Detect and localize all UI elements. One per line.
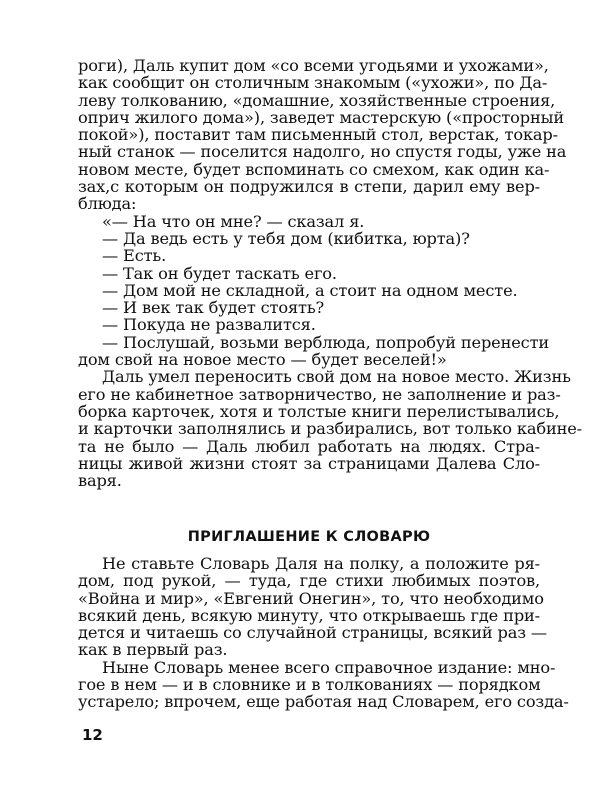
text-line: леву толкованию, «домашние, хозяйственные строения, (78, 90, 556, 110)
text-line: та не было — Даль любил работать на людях. Стра- (78, 436, 540, 456)
text-line: борка карточек, хотя и толстые книги перелистывались, (78, 401, 560, 421)
text-line: «Война и мир», «Евгений Онегин», то, что необходимо (78, 588, 544, 608)
text-line: новом месте, будет вспоминать со смехом, как один ка- (78, 159, 550, 179)
dialog-line: — Покуда не развалится. (102, 315, 316, 335)
section-heading: ПРИГЛАШЕНИЕ К СЛОВАРЮ (187, 529, 431, 545)
dialog-line: — Есть. (102, 246, 167, 266)
dialog-line: — Дом мой не складной, а стоит на одном месте. (102, 280, 518, 300)
text-line: устарело; впрочем, еще работая над Словарем, его созда- (78, 692, 569, 712)
text-line: покой»), поставит там письменный стол, верстак, токар- (78, 125, 558, 145)
dialog-line: дом свой на новое место — будет веселей!» (78, 350, 447, 370)
text-line: варя. (78, 471, 122, 491)
text-line: Не ставьте Словарь Даля на полку, а положите ря- (102, 554, 540, 573)
text-line: дом, под рукой, — туда, где стихи любимых поэтов, (78, 571, 540, 591)
text-line: оприч жилого дома»), заведет мастерскую («просторный (78, 107, 564, 127)
text-line: всякий день, всякую минуту, что открываешь где при- (78, 605, 540, 625)
dialog-line: — И век так будет стоять? (102, 298, 325, 318)
text-line: Ныне Словарь менее всего справочное издание: мно- (102, 657, 556, 677)
text-line: и карточки заполнялись и разбирались, вот только кабине- (78, 419, 582, 439)
text-line: ницы живой жизни стоят за страницами Далева Сло- (78, 453, 540, 473)
text-line: зах,с которым он подружился в степи, дарил ему вер- (78, 177, 540, 197)
text-line: блюда: (78, 194, 137, 214)
text-line: роги), Даль купит дом «со всеми угодьями и ухожами», (78, 56, 549, 75)
page-number: 12 (82, 726, 103, 744)
dialog-line: — Так он будет таскать его. (102, 263, 337, 283)
text-line: дется и читаешь со случайной страницы, всякий раз — (78, 623, 547, 643)
text-line: как сообщит он столичным знакомым («ухожи», по Да- (78, 73, 548, 93)
dialog-line: — Да ведь есть у тебя дом (кибитка, юрта)? (102, 228, 470, 248)
text-line: его не кабинетное затворничество, не заполнение и раз- (78, 384, 561, 404)
section-text (78, 554, 569, 712)
main-text (78, 56, 582, 491)
dialog-line: — Послушай, возьми верблюда, попробуй перенести (102, 332, 550, 352)
text-line: ный станок — поселится надолго, но спустя годы, уже на (78, 142, 567, 162)
text-line: гое в нем — и в словнике и в толкованиях — порядком (78, 675, 541, 695)
text-line: как в первый раз. (78, 640, 228, 660)
dialog-line: «— На что он мне? — сказал я. (102, 211, 365, 231)
text-line: Даль умел переносить свой дом на новое место. Жизнь (102, 367, 571, 387)
